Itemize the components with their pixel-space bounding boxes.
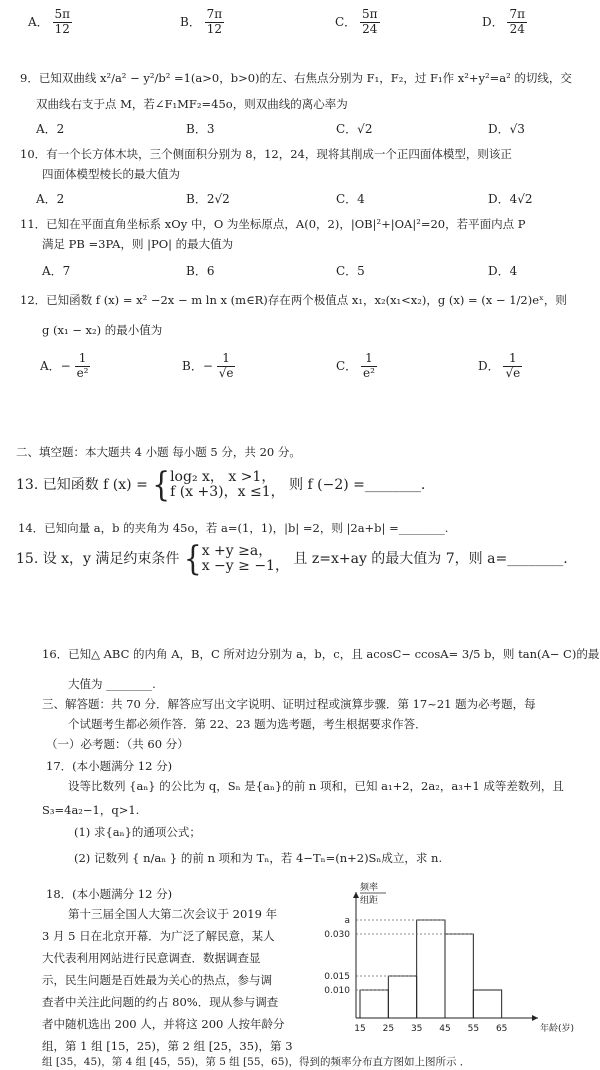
q10-line2: 四面体模型棱长的最大值为 [42, 167, 180, 181]
q18-text-7: 组，第 1 组 [15，25)，第 2 组 [25，35)，第 3 [42, 1039, 293, 1053]
y-axis-arrow [353, 892, 359, 898]
q17-line2: S₃=4a₂−1，q>1. [42, 803, 140, 817]
q12-option-c: C． $\frac{1}{\text{e²}}$ [336, 351, 375, 380]
q18-text-6: 者中随机选出 200 人，并将这 200 人按年龄分 [42, 1017, 285, 1031]
q17-head: 17．(本小题满分 12 分) [46, 759, 173, 773]
q18-text-last: 组 [35，45)，第 4 组 [45，55)，第 5 组 [55，65)，得到的频率分布直方图如上图所示 ． [42, 1056, 471, 1068]
q11-line1: 11．已知在平面直角坐标系 xOy 中，O 为坐标原点，A(0，2)，|OB|²+|OA|²=20，若平面内点 P [20, 217, 526, 231]
y-tick-label: 0.010 [324, 986, 350, 996]
x-axis-label: 年龄(岁) [540, 1024, 575, 1034]
q9-line1: 9．已知双曲线 x²/a² − y²/b² =1(a>0，b>0)的左、右焦点分别为 F₁，F₂，过 F₁作 x²+y²=a² 的切线，交 [20, 71, 572, 85]
q8-option-a: A． $\frac{5\pi}{12}$ [28, 7, 71, 36]
q11-option-d: D．4 [488, 264, 518, 278]
q11-option-b: B．6 [186, 264, 215, 278]
q8-option-c: C． $\frac{5\pi}{24}$ [335, 7, 378, 36]
q10-option-c: C．4 [336, 192, 365, 206]
q12-line2: g (x₁ − x₂) 的最小值为 [42, 323, 163, 337]
x-tick-label: 15 [354, 1024, 366, 1034]
histogram-bar [445, 934, 473, 1018]
x-tick-label: 55 [467, 1024, 480, 1034]
q12-line1: 12．已知函数 f (x) = x² −2x − m ln x (m∈R)存在两个极值点 x₁，x₂(x₁<x₂)，g (x) = (x − 1/2)eˣ，则 [20, 293, 567, 307]
q10-option-b: B．2√2 [186, 192, 230, 206]
q12-option-d: D． $\frac{1}{√e}$ [478, 351, 521, 380]
section-answer-heading-2: 个试题考生都必须作答．第 22、23 题为选考题，考生根据要求作答． [68, 717, 427, 731]
q17-part1: (1) 求{aₙ}的通项公式； [74, 825, 201, 839]
section-fill-in-heading: 二、填空题：本大题共 4 小题 每小题 5 分，共 20 分。 [16, 445, 301, 459]
q17-line1: 设等比数列 {aₙ} 的公比为 q，Sₙ 是{aₙ}的前 n 项和，已知 a₁+2，2a₂，a₃+1 成等差数列，且 [68, 779, 564, 793]
x-tick-label: 35 [410, 1024, 423, 1034]
q16-line1: 16．已知△ ABC 的内角 A，B，C 所对边分别为 a，b，c，且 acosC− ccosA= 3/5 b，则 tan(A− C)的最 [42, 647, 600, 661]
q18-text-2: 3 月 5 日在北京开幕．为广泛了解民意，某人 [42, 929, 275, 943]
x-tick-label: 25 [382, 1024, 395, 1034]
q10-option-d: D．4√2 [488, 192, 533, 206]
q11-line2: 满足 PB =3PA，则 |PO| 的最大值为 [42, 237, 234, 251]
frequency-histogram [310, 883, 575, 1040]
q18-head: 18．(本小题满分 12 分) [46, 887, 173, 901]
q15: 15. 设 x，y 满足约束条件 {x +y ≥a， x −y ≥ −1， 且 z=x+ay 的最大值为 7，则 a=________. [16, 538, 568, 579]
q18-text-3: 大代表利用网站进行民意调查．数据调查显 [42, 951, 261, 965]
q9-option-a: A．2 [36, 122, 65, 136]
histogram-bar [388, 976, 416, 1018]
q13: 13. 已知函数 f (x) = {log₂ x， x >1， f (x +3)，x ≤1， 则 f (−2) =________. [16, 464, 426, 505]
histogram-bar [360, 990, 388, 1018]
histogram-bar [417, 920, 445, 1018]
x-tick-label: 65 [495, 1024, 508, 1034]
y-axis-label-top: 频率 [360, 883, 379, 893]
q8-option-b: B． $\frac{7\pi}{12}$ [180, 7, 223, 36]
q9-line2: 双曲线右支于点 M，若∠F₁MF₂=45o，则双曲线的离心率为 [36, 97, 348, 111]
histogram-bar [473, 990, 501, 1018]
q18-text-5: 查者中关注此问题的约占 80%．现从参与调查 [42, 995, 279, 1009]
q11-option-a: A．7 [42, 264, 71, 278]
section-required-heading: （一）必考题：（共 60 分） [46, 737, 189, 751]
q8-option-d: D． $\frac{7\pi}{24}$ [482, 7, 525, 36]
q14: 14．已知向量 a，b 的夹角为 45o，若 a=(1，1)，|b| =2，则 |2a+b| =________. [18, 521, 449, 535]
x-axis-arrow [532, 1015, 538, 1021]
x-tick-label: 45 [439, 1024, 451, 1034]
y-axis-label-bottom: 组距 [360, 896, 379, 906]
q10-option-a: A．2 [36, 192, 65, 206]
q9-option-c: C．√2 [336, 122, 373, 136]
q10-line1: 10．有一个长方体木块，三个侧面积分别为 8，12，24，现将其削成一个正四面体模型，则该正 [20, 147, 512, 161]
y-tick-label: 0.015 [324, 972, 350, 982]
q17-part2: (2) 记数列 { n/aₙ } 的前 n 项和为 Tₙ，若 4−Tₙ=(n+2)Sₙ成立，求 n. [74, 851, 443, 865]
q11-option-c: C．5 [336, 264, 365, 278]
q9-option-d: D．√3 [488, 122, 525, 136]
y-tick-label: a [344, 916, 350, 926]
q9-option-b: B．3 [186, 122, 215, 136]
q12-option-a: A．− $\frac{1}{\text{e²}}$ [40, 351, 89, 380]
q18-text-4: 示，民生问题是百姓最为关心的热点，参与调 [42, 973, 272, 987]
section-answer-heading-1: 三、解答题：共 70 分．解答应写出文字说明、证明过程或演算步骤．第 17~21 题为必考题，每 [42, 697, 536, 711]
y-tick-label: 0.030 [324, 930, 350, 940]
q12-option-b: B．− $\frac{1}{√e}$ [182, 351, 234, 380]
q16-line2: 大值为 ________. [68, 677, 156, 691]
q18-text-1: 第十三届全国人大第二次会议于 2019 年 [68, 907, 278, 921]
